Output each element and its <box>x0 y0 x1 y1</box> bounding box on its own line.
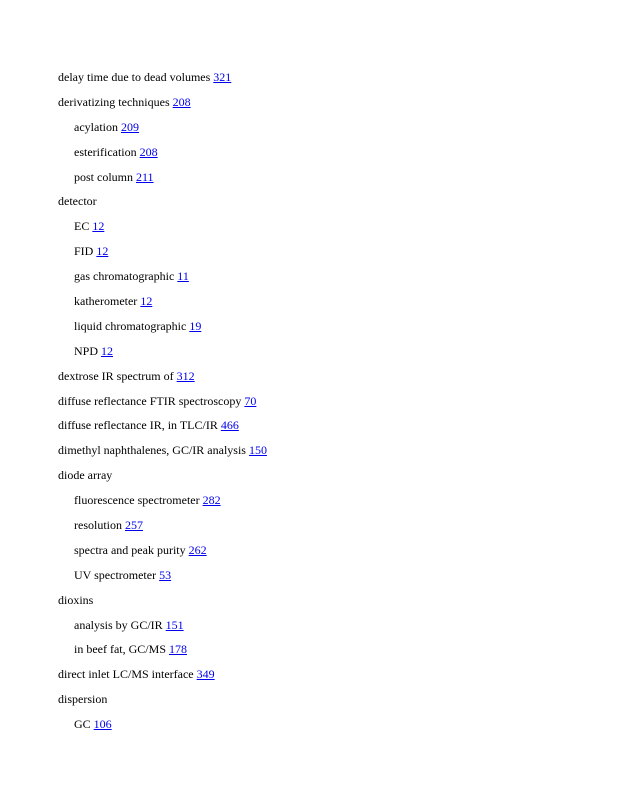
index-term: analysis by GC/IR <box>74 617 163 632</box>
index-subentry <box>58 120 598 145</box>
index-term: direct inlet LC/MS interface <box>58 667 194 682</box>
index-subentry <box>58 170 598 195</box>
page-link[interactable]: 70 <box>244 393 257 408</box>
index-term: diffuse reflectance FTIR spectroscopy <box>58 393 242 408</box>
index-term: EC <box>74 219 90 234</box>
index-term: detector <box>58 194 97 209</box>
page-link[interactable]: 282 <box>202 493 221 508</box>
index-term: acylation <box>74 119 118 134</box>
index-term: dioxins <box>58 592 94 607</box>
index-subentry <box>58 294 598 319</box>
index-term: UV spectrometer <box>74 567 157 582</box>
page-link[interactable]: 262 <box>188 542 207 557</box>
page-link[interactable]: 53 <box>159 567 172 582</box>
index-entry <box>58 70 598 95</box>
index-subentry <box>58 344 598 369</box>
page-link[interactable]: 19 <box>189 318 202 333</box>
index-term: derivatizing techniques <box>58 94 170 109</box>
index-subentry <box>58 618 598 643</box>
page-link[interactable]: 466 <box>220 418 239 433</box>
index-subentry <box>58 568 598 593</box>
page-link[interactable]: 11 <box>177 269 189 284</box>
page-link[interactable]: 208 <box>172 94 191 109</box>
index-subentry <box>58 269 598 294</box>
page-link[interactable]: 150 <box>248 443 267 458</box>
page-link[interactable]: 211 <box>136 169 154 184</box>
page-link[interactable]: 106 <box>93 717 112 732</box>
index-subentry <box>58 717 598 742</box>
index-subentry <box>58 642 598 667</box>
index-term: dispersion <box>58 692 108 707</box>
index-term: dextrose IR spectrum of <box>58 368 174 383</box>
index-entry <box>58 593 598 618</box>
page-link[interactable]: 12 <box>96 244 109 259</box>
index-term: post column <box>74 169 133 184</box>
index-term: in beef fat, GC/MS <box>74 642 166 657</box>
index-subentry <box>58 543 598 568</box>
index-term: liquid chromatographic <box>74 318 187 333</box>
index-term: gas chromatographic <box>74 269 175 284</box>
index-term: delay time due to dead volumes <box>58 70 211 84</box>
page-link[interactable]: 12 <box>92 219 105 234</box>
index-term: diffuse reflectance IR, in TLC/IR <box>58 418 218 433</box>
index-term: esterification <box>74 144 137 159</box>
page-link[interactable]: 12 <box>101 343 114 358</box>
page-link[interactable]: 178 <box>169 642 187 657</box>
index-subentry <box>58 518 598 543</box>
index-subentry <box>58 145 598 170</box>
index-term: diode array <box>58 468 113 483</box>
page-link[interactable]: 12 <box>140 294 153 309</box>
index-term: NPD <box>74 343 99 358</box>
index-entry <box>58 692 598 717</box>
index-entry <box>58 369 598 394</box>
index-term: spectra and peak purity <box>74 542 186 557</box>
index-entry <box>58 667 598 692</box>
index-term: dimethyl naphthalenes, GC/IR analysis <box>58 443 246 458</box>
index-subentry <box>58 493 598 518</box>
page-link[interactable]: 349 <box>196 667 215 682</box>
page-link[interactable]: 257 <box>125 518 143 533</box>
page-link[interactable]: 321 <box>213 70 232 84</box>
index-term: katherometer <box>74 294 138 309</box>
index-subentry <box>58 219 598 244</box>
index-entry <box>58 443 598 468</box>
index-entry <box>58 95 598 120</box>
page-link[interactable]: 209 <box>120 119 139 134</box>
index-entry <box>58 394 598 419</box>
index-subentry <box>58 319 598 344</box>
page-link[interactable]: 312 <box>176 368 195 383</box>
index-term: GC <box>74 717 91 732</box>
index-entry <box>58 418 598 443</box>
page-link[interactable]: 208 <box>139 144 158 159</box>
index-term: FID <box>74 244 94 259</box>
index-list <box>58 70 598 742</box>
index-term: fluorescence spectrometer <box>74 493 200 508</box>
page-link[interactable]: 151 <box>165 617 184 632</box>
index-entry <box>58 468 598 493</box>
index-subentry <box>58 244 598 269</box>
index-entry <box>58 194 598 219</box>
index-term: resolution <box>74 518 122 533</box>
